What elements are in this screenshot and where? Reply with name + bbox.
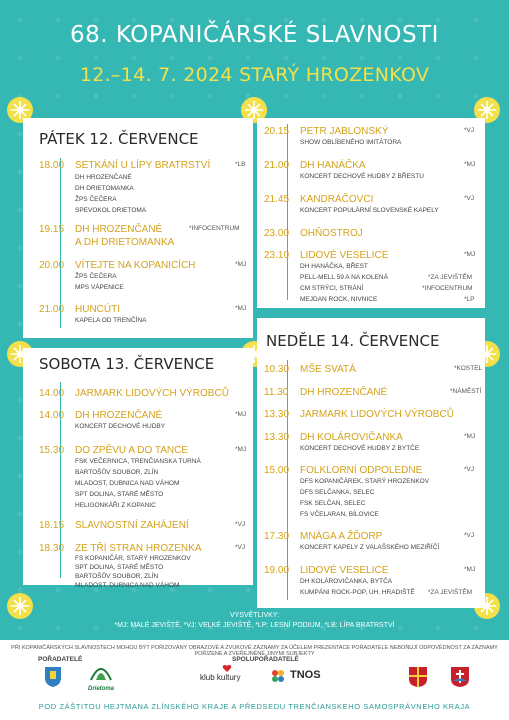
event-venue: *VJ bbox=[464, 195, 475, 202]
event-detail: DH KOLÁROVIČANKA, BYTČA bbox=[300, 578, 393, 585]
event-detail: KUMPÁNI ROCK-POP, UH. HRADIŠTĚ bbox=[300, 589, 415, 596]
event-detail-venue: *LP bbox=[464, 296, 475, 303]
event-detail-venue: *ZA JEVIŠTĚM bbox=[428, 274, 473, 281]
event-detail: KONCERT POPULÁRNÍ SLOVENSKÉ KAPELY bbox=[300, 207, 439, 214]
event-name: JARMARK LIDOVÝCH VÝROBCŮ bbox=[75, 388, 229, 399]
event-venue: *VJ bbox=[235, 544, 246, 551]
event-time: 18.30 bbox=[39, 543, 65, 554]
klub-kultury-wordmark: klub kultury bbox=[200, 673, 241, 682]
event-name: DH HROZENČANÉ bbox=[300, 387, 388, 398]
event-name: DH HROZENČANÉ bbox=[75, 224, 163, 235]
event-time: 21.00 bbox=[39, 304, 65, 315]
event-time: 13.30 bbox=[264, 409, 290, 420]
event-time: 20.00 bbox=[39, 260, 65, 271]
event-time: 21.00 bbox=[264, 160, 290, 171]
event-name: SLAVNOSTNÍ ZAHÁJENÍ bbox=[75, 520, 189, 531]
page-subtitle: 12.–14. 7. 2024 STARÝ HROZENKOV bbox=[79, 64, 430, 86]
event-time: 18.00 bbox=[39, 160, 65, 171]
event-detail-venue: *ZA JEVIŠTĚM bbox=[428, 589, 473, 596]
event-venue: *NÁMĚSTÍ bbox=[450, 388, 482, 395]
event-name: VÍTEJTE NA KOPANICÍCH bbox=[75, 260, 196, 271]
event-detail: DFS SELČANKA, SELEC bbox=[300, 489, 375, 496]
tnos-wordmark: TNOS bbox=[290, 669, 321, 681]
saturday-heading: SOBOTA 13. ČERVENCE bbox=[39, 355, 215, 373]
event-name: DO ZPĚVU A DO TANCE bbox=[75, 445, 188, 456]
event-detail: KONCERT DECHOVÉ HUDBY Z BYTČE bbox=[300, 445, 420, 452]
event-detail: KONCERT DECHOVÉ HUDBY Z BŘESTU bbox=[300, 173, 424, 180]
event-venue: *KOSTEL bbox=[454, 365, 483, 372]
sunday-heading: NEDĚLE 14. ČERVENCE bbox=[266, 332, 440, 350]
event-time: 20.15 bbox=[264, 126, 290, 137]
event-time: 21.45 bbox=[264, 194, 290, 205]
event-detail: SPT DOLINA, STARÉ MĚSTO bbox=[75, 491, 164, 498]
legend-heading: VYSVĚTLIVKY: bbox=[229, 612, 280, 619]
event-detail: FS VČELARAN, BÍLOVICE bbox=[300, 511, 379, 518]
event-name: LIDOVÉ VESELICE bbox=[300, 565, 389, 576]
event-name: MŠE SVATÁ bbox=[300, 364, 356, 375]
event-venue: *MJ bbox=[464, 251, 476, 258]
event-venue: *MJ bbox=[464, 161, 476, 168]
event-detail: MEJDAN ROCK, NIVNICE bbox=[300, 296, 378, 303]
event-detail: DFS KOPANIČÁREK, STARÝ HROZENKOV bbox=[300, 478, 430, 485]
event-name: JARMARK LIDOVÝCH VÝROBCŮ bbox=[300, 409, 454, 420]
trencin-region-crest-icon bbox=[450, 666, 470, 688]
event-time: 19.15 bbox=[39, 224, 65, 235]
event-time: 17.30 bbox=[264, 531, 290, 542]
event-detail: ŽPS ČEČERA bbox=[75, 273, 117, 280]
event-venue: *INFOCENTRUM bbox=[189, 225, 240, 232]
event-time: 18.15 bbox=[39, 520, 65, 531]
event-name: HUNCÚTI bbox=[75, 304, 120, 315]
event-detail-venue: *INFOCENTRUM bbox=[422, 285, 473, 292]
event-name: DH HANÁČKA bbox=[300, 160, 366, 171]
event-name: MNÁGA A ŽĎORP bbox=[300, 531, 383, 542]
footer-disclaimer: PŘI KOPANIČÁRSKÝCH SLAVNOSTECH MOHOU BÝT POŘIZOVÁNY OBRAZOVÉ A ZVUKOVÉ ZÁZNAMY ZA ÚČELEM PREZENTACE POŘADATELE NEBOŇUJÍ ODPOVĚDNOST ZA ZÁZNAMY POŘÍZENÉ A ZVEŘEJNĚNÉ JINÝMI SUBJEKTY bbox=[11, 645, 498, 657]
zlin-region-crest-icon bbox=[408, 666, 428, 688]
event-name: FOLKLORNÍ ODPOLEDNE bbox=[300, 465, 423, 476]
copartners-label: SPOLUPOŘADATELÉ bbox=[232, 656, 299, 663]
event-detail: MPS VÁPENICE bbox=[75, 284, 124, 291]
event-venue: *MJ bbox=[235, 261, 247, 268]
event-venue: *VJ bbox=[464, 127, 475, 134]
event-time: 10.30 bbox=[264, 364, 290, 375]
event-name: KANDRÁČOVCI bbox=[300, 194, 374, 205]
event-detail: DH HANÁČKA, BŘEST bbox=[300, 263, 368, 270]
event-name: DH KOLÁROVIČANKA bbox=[300, 432, 403, 443]
event-venue: *VJ bbox=[464, 466, 475, 473]
event-time: 23.00 bbox=[264, 228, 290, 239]
event-venue: *VJ bbox=[235, 521, 246, 528]
friday-heading: PÁTEK 12. ČERVENCE bbox=[39, 130, 199, 148]
event-venue: *MJ bbox=[464, 566, 476, 573]
event-detail: ŽPS ČEČERA bbox=[75, 196, 117, 203]
event-detail: KAPELA OD TRENČÍNA bbox=[75, 317, 147, 324]
event-detail: BARTOŠŮV SOUBOR, ZLÍN bbox=[75, 469, 159, 476]
event-venue: *MJ bbox=[235, 305, 247, 312]
event-time: 13.30 bbox=[264, 432, 290, 443]
event-detail: CM STRÝCI, STRÁNÍ bbox=[300, 285, 364, 292]
event-detail: BARTOŠŮV SOUBOR, ZLÍN bbox=[75, 573, 159, 580]
event-detail: SPT DOLINA, STARÉ MĚSTO bbox=[75, 564, 164, 571]
event-time: 19.00 bbox=[264, 565, 290, 576]
event-detail: DH HROZENČANÉ bbox=[75, 174, 132, 181]
event-detail: FSK VEČERNICA, TRENČIANSKA TURNÁ bbox=[75, 458, 201, 465]
event-name: PETR JABLONSKÝ bbox=[300, 126, 389, 137]
organizers-label: POŘADATELÉ bbox=[38, 656, 83, 663]
timeline-line bbox=[60, 158, 61, 328]
event-name: DH HROZENČANÉ bbox=[75, 410, 163, 421]
klub-kultury-heart-icon bbox=[222, 664, 232, 673]
drietoma-wordmark: Drietoma bbox=[88, 686, 115, 692]
timeline-line bbox=[287, 124, 288, 300]
page-title: 68. KOPANIČÁRSKÉ SLAVNOSTI bbox=[70, 22, 439, 48]
event-venue: *LB bbox=[235, 161, 246, 168]
event-detail: SHOW OBLÍBENÉHO IMITÁTORA bbox=[300, 139, 402, 146]
event-venue: *VJ bbox=[464, 532, 475, 539]
event-time: 15.00 bbox=[264, 465, 290, 476]
event-venue: *MJ bbox=[464, 433, 476, 440]
event-time: 15.30 bbox=[39, 445, 65, 456]
event-detail: MLADOST, DUBNICA NAD VÁHOM bbox=[75, 480, 180, 487]
tnos-logo-icon bbox=[270, 668, 286, 684]
event-detail: PELL-MELL 59 A NA KOLENÁ bbox=[300, 274, 388, 281]
event-detail: KONCERT KAPELY Z VALAŠSKÉHO MEZIŘÍČÍ bbox=[300, 544, 440, 551]
event-detail: FS KOPANIČÁR, STARÝ HROZENKOV bbox=[75, 555, 191, 562]
event-name: ZE TŘÍ STRAN HROZENKA bbox=[75, 543, 202, 554]
event-name: OHŇOSTROJ bbox=[300, 228, 363, 239]
klub-kultury-logo bbox=[200, 673, 240, 682]
event-venue: *MJ bbox=[235, 411, 247, 418]
legend-text: *MJ: MALÉ JEVIŠTĚ, *VJ: VELKÉ JEVIŠTĚ, *LP: LESNÍ PODIUM, *LB: LÍPA BRATRSTVÍ bbox=[114, 622, 395, 629]
event-time: 23.10 bbox=[264, 250, 290, 261]
event-venue: *MJ bbox=[235, 446, 247, 453]
event-detail: HELIGONKÁŘI Z KOPANIC bbox=[75, 502, 156, 509]
event-time: 14.00 bbox=[39, 388, 65, 399]
event-time: 11.30 bbox=[264, 387, 289, 398]
event-name: LIDOVÉ VESELICE bbox=[300, 250, 389, 261]
event-name: SETKÁNÍ U LÍPY BRATRSTVÍ bbox=[75, 160, 211, 171]
event-time: 14.00 bbox=[39, 410, 65, 421]
event-detail: FSK SELČAN, SELEC bbox=[300, 500, 366, 507]
event-detail: MLADOST, DUBNICA NAD VÁHOM bbox=[75, 582, 180, 589]
patronage-text: POD ZÁŠTITOU HEJTMANA ZLÍNSKÉHO KRAJE A PŘEDSEDU TRENČIANSKEHO SAMOSPRÁVNEHO KRAJA bbox=[38, 702, 471, 711]
event-detail: KONCERT DECHOVÉ HUDBY bbox=[75, 423, 166, 430]
event-name-line2: A DH DRIETOMANKA bbox=[75, 237, 175, 248]
event-detail: SPEVOKOL DRIETOMA bbox=[75, 207, 147, 214]
event-detail: DH DRIETOMANKA bbox=[75, 185, 134, 192]
stary-hrozenkov-crest-icon bbox=[44, 666, 62, 688]
drietoma-logo-icon bbox=[88, 662, 114, 682]
